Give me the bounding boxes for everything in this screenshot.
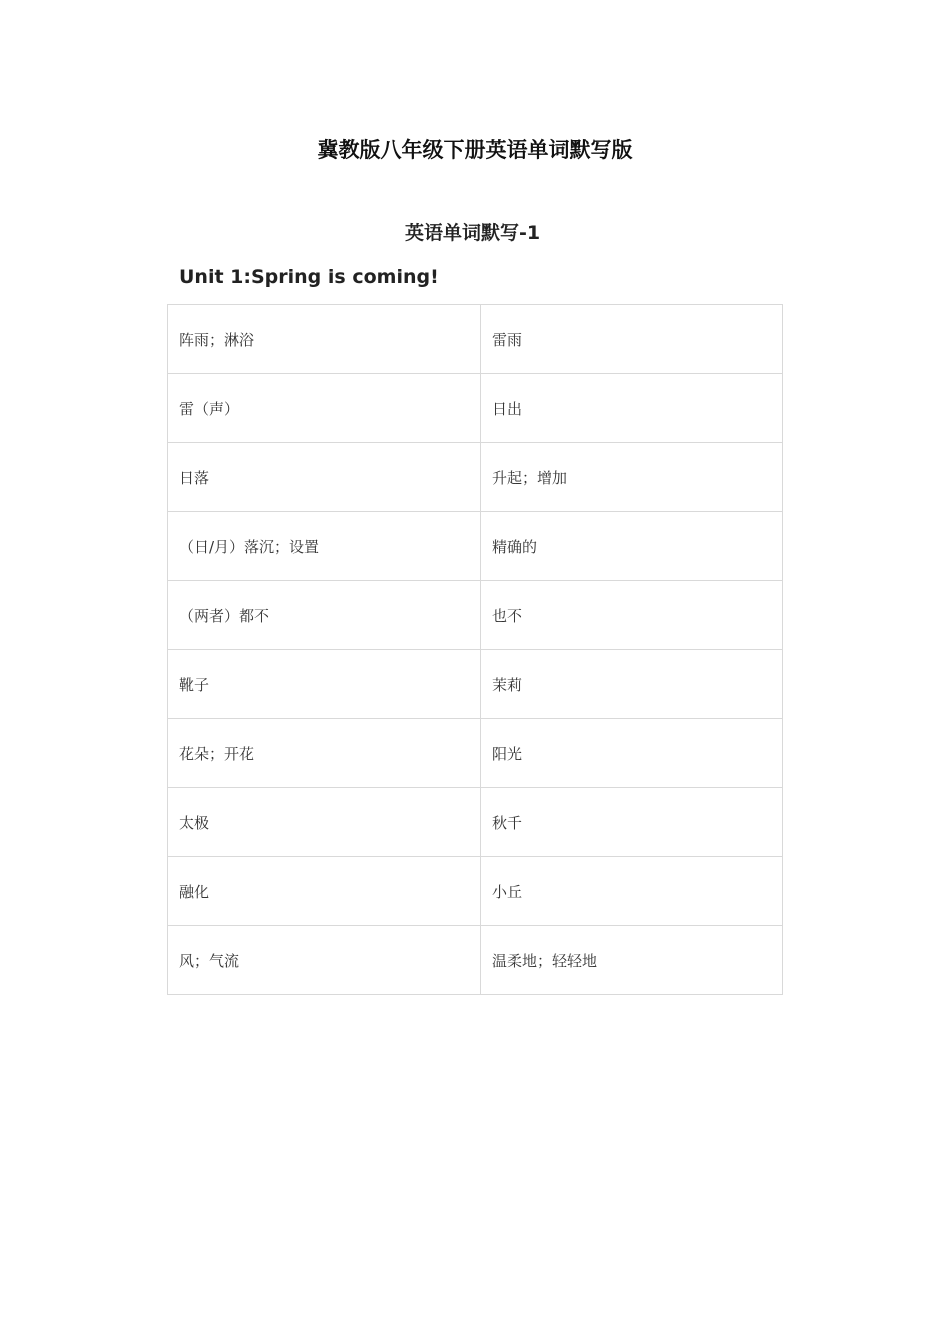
table-cell: 小丘 [481, 857, 783, 926]
table-cell: 靴子 [168, 650, 481, 719]
table-cell: 雷（声） [168, 374, 481, 443]
table-row [168, 650, 783, 719]
table-cell: 阵雨；淋浴 [168, 305, 481, 374]
table-cell: 风；气流 [168, 926, 481, 995]
table-row [168, 374, 783, 443]
section-title: 英语单词默写-1 [404, 222, 541, 244]
table-cell: 日落 [168, 443, 481, 512]
table-row [168, 512, 783, 581]
table-cell: （日/月）落沉；设置 [168, 512, 481, 581]
table-cell: 升起；增加 [481, 443, 783, 512]
table-cell: 茉莉 [481, 650, 783, 719]
table-cell: 太极 [168, 788, 481, 857]
table-cell: 花朵；开花 [168, 719, 481, 788]
vocabulary-table [167, 304, 783, 995]
unit-heading: Unit 1:Spring is coming! [179, 266, 439, 288]
table-row [168, 719, 783, 788]
document-title: 冀教版八年级下册英语单词默写版 [317, 138, 633, 162]
table-cell: 融化 [168, 857, 481, 926]
table-row [168, 926, 783, 995]
table-row [168, 581, 783, 650]
table-cell: 温柔地；轻轻地 [481, 926, 783, 995]
table-cell: 阳光 [481, 719, 783, 788]
table-cell: 雷雨 [481, 305, 783, 374]
table-row [168, 305, 783, 374]
table-cell: 也不 [481, 581, 783, 650]
table-row [168, 857, 783, 926]
table-cell: 精确的 [481, 512, 783, 581]
table-cell: 日出 [481, 374, 783, 443]
table-row [168, 443, 783, 512]
table-cell: （两者）都不 [168, 581, 481, 650]
table-row [168, 788, 783, 857]
table-cell: 秋千 [481, 788, 783, 857]
